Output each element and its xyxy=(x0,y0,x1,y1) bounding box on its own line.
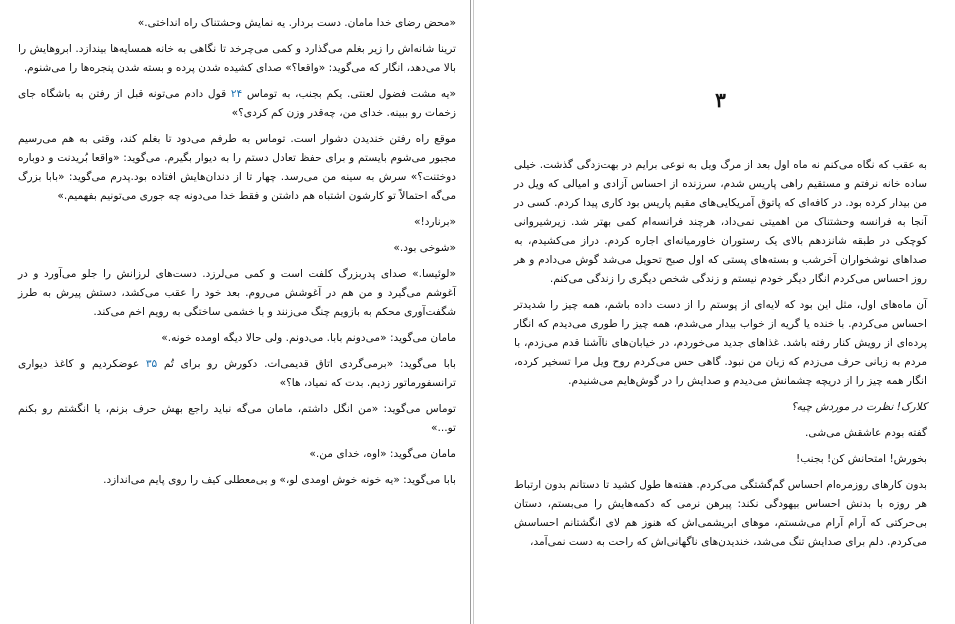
paragraph: «یه مشت فضول لعنتی. یکم بجنب، به توماس ۲۴ قول دادم می‌تونه قبل از رفتن به باشگاه جای زخمات رو ببینه. خدای من، چه‌قدر وزن کم کردی؟» xyxy=(18,88,456,119)
right-page xyxy=(478,0,955,624)
left-page xyxy=(0,0,470,624)
paragraph: «محض رضای خدا مامان. دست بردار. یه نمایش وحشتناک راه انداختی.» xyxy=(137,17,456,29)
footnote-number: ۳۵ xyxy=(145,358,158,370)
paragraph: مامان می‌گوید: «می‌دونم بابا. می‌دونم. ولی حالا دیگه اومده خونه.» xyxy=(161,332,456,344)
paragraph: توماس می‌گوید: «من انگل داشتم، مامان می‌گه نباید راجع بهش حرف بزنم، یا انگشتم رو بکنم تو...» xyxy=(18,403,456,434)
paragraph: موقع راه رفتن خندیدن دشوار است. توماس به طرفم می‌دود تا بغلم کند، وقتی به هم می‌رسیم مجبور می‌شوم بایستم و برای حفظ تعادل دستم را به دیوار بگیرم. می‌گوید: «واقعا بُریدنت و دوباره دوختنت؟» سرش به سینه من می‌رسد. چهار تا از دندان‌هایش افتاده بود.پدرم می‌گوید: «بابا بزرگ می‌گه احتمالاً تو کارشون اشتباه هم داشتن و فقط خدا می‌دونه چه جوری می‌تونیم بفهمیم.» xyxy=(18,133,456,202)
paragraph: مامان می‌گوید: «اوه، خدای من.» xyxy=(309,448,456,460)
paragraph: ترینا شانه‌اش را زیر بغلم می‌گذارد و کمی می‌چرخد تا نگاهی به خانه همسایه‌ها بیندازد. ابروهایش را بالا می‌دهد، انگار که می‌گوید: «واقعا؟» صدای کشیده شدن پرده و بسته شدن پنجره‌ها را می‌شنوم. xyxy=(18,43,456,74)
paragraph: آن ماه‌های اول، مثل این بود که لایه‌ای از پوستم را از دست داده باشم، همه چیز را شدیدتر احساس می‌کردم. با خنده یا گریه از خواب بیدار می‌شدم، همه چیز را طوری می‌دیدم که انگار پرده‌ای از رویش کنار رفته باشد. غذاهای جدید می‌خوردم، در خیابان‌های ناآشنا قدم می‌زدم، با مردم به زبانی حرف می‌زدم که زبان من نبود. گاهی حس می‌کردم روح ویل مرا تسخیر کرده، انگار همه چیز را از دریچه چشمانش می‌دیدم و صدایش را در گوش‌هایم می‌شنیدم. xyxy=(514,299,927,387)
paragraph: «برنارد!» xyxy=(413,216,456,228)
paragraph: «شوخی بود.» xyxy=(393,242,456,254)
paragraph: گفته بودم عاشقش می‌شی. xyxy=(805,427,927,439)
chapter-number: ۳ xyxy=(715,88,726,112)
paragraph: بابا می‌گوید: «برمی‌گردی اتاق قدیمی‌ات. دکورش رو برای تُم ۳۵ عوضکردیم و کاغذ دیواری ترانسفورماتور زدیم. بدت که نمیاد، ها؟» xyxy=(18,358,456,389)
italic-line: کلارک! نظرت در موردش چیه؟ xyxy=(791,401,927,413)
paragraph: «لوئیسا.» صدای پدربزرگ کلفت است و کمی می‌لرزد. دست‌های لرزانش را جلو می‌آورد و در آغوشم می‌گیرد و من هم در آغوشش می‌روم. بعد خود را عقب می‌کشد، دستش پیرش به طرز شگفت‌آوری محکم به بازویم چنگ می‌زنند و با خشمی ساختگی به رویم اخم می‌کند. xyxy=(18,268,456,318)
paragraph: به عقب که نگاه می‌کنم نه ماه اول بعد از مرگ ویل به نوعی برایم در بهت‌زدگی گذشت. خیلی ساده خانه نرفتم و مستقیم راهی پاریس شدم، سرزنده از احساس آزادی و امیالی که ویل در من بیدار کرده بود. در کافه‌ای که پاتوق آمریکایی‌های مقیم پاریس بود کاری پیدا کردم. کسی در آنجا به فرانسه وحشتناک من اهمیتی نمی‌داد، هرچند فرانسه‌ام کمی بهتر شد. زیرشیروانی کوچکی در طبقه شانزدهم بالای یک رستوران خاورمیانه‌ای اجاره کردم. دراز می‌کشیدم، به صداهای نوشخواران آخرشب و بسته‌های پستی که اول صبح تحویل می‌شد گوش می‌دادم و هر روز احساس می‌کردم انگار دیگر خودم نیستم و زندگی شخص دیگری را زندگی می‌کنم. xyxy=(514,159,927,285)
paragraph: بابا می‌گوید: «یه خونه خوش اومدی لو،» و بی‌معطلی کیف را روی پایم می‌اندازد. xyxy=(103,474,456,486)
paragraph: بدون کارهای روزمره‌ام احساس گم‌گشتگی می‌کردم. هفته‌ها طول کشید تا دستانم بدون ارتباط هر روزه با بدنش احساس بیهودگی نکند: پیرهن نرمی که دکمه‌هایش را می‌بستم، دستان بی‌حرکتی که آرام آرام می‌شستم، موهای ابریشمی‌اش که هنوز هم لای انگشتانم احساسش می‌کردم. دلم برای صدایش تنگ می‌شد، خندیدن‌های ناگهانی‌اش که راحت به دست نمی‌آمد، xyxy=(514,479,927,548)
page-divider xyxy=(473,0,474,624)
paragraph: بخورش! امتحانش کن! بجنب! xyxy=(796,453,927,465)
page-divider xyxy=(470,0,471,624)
footnote-number: ۲۴ xyxy=(230,88,243,100)
